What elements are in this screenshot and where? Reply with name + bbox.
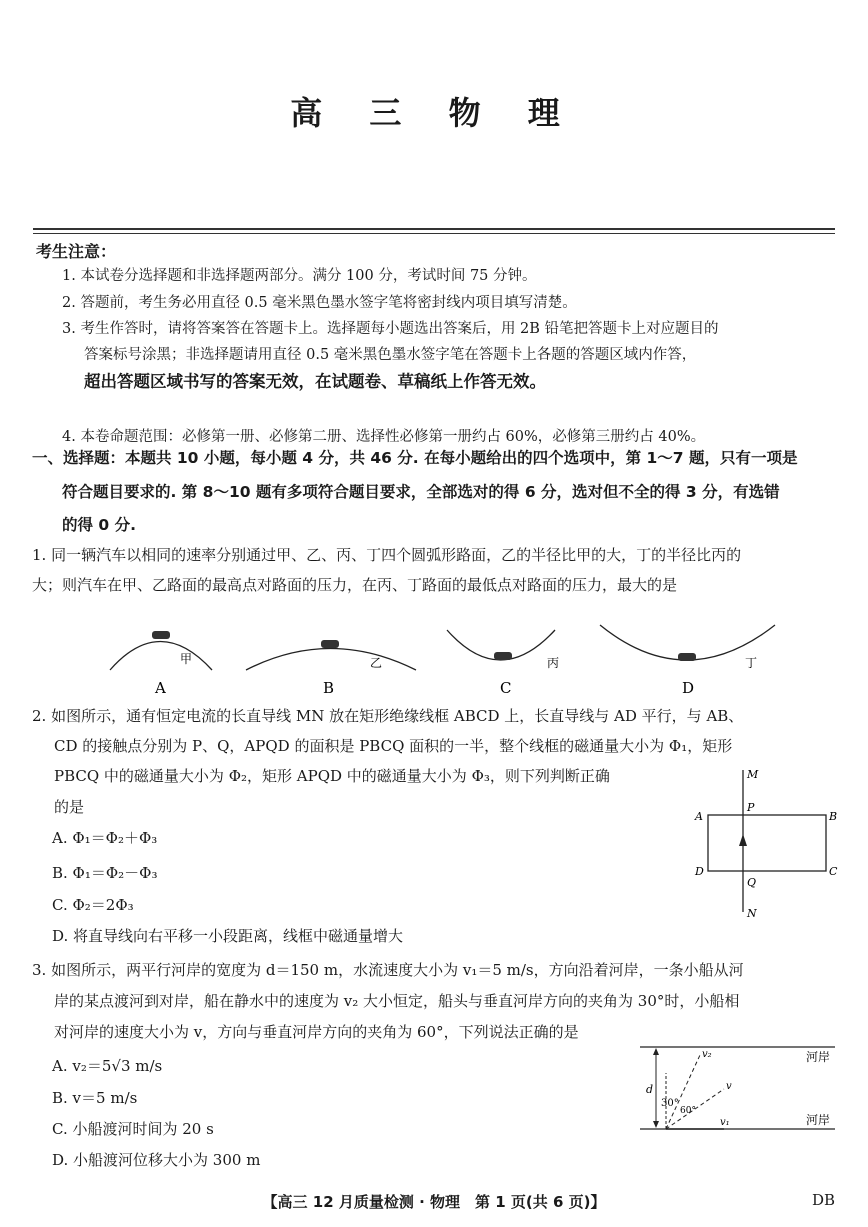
road-label: 丁 — [745, 656, 758, 670]
question-2-option: A. Φ₁＝Φ₂＋Φ₃ — [52, 829, 158, 847]
option-label: D — [682, 679, 695, 695]
label-v: v — [726, 1081, 732, 1092]
road-label: 甲 — [180, 652, 193, 666]
notice-heading: 考生注意： — [36, 242, 117, 261]
label-p: P — [747, 801, 755, 814]
label-angle-30: 30° — [661, 1098, 679, 1109]
question-1-text: 大；则汽车在甲、乙路面的最高点对路面的压力，在丙、丁路面的最低点对路面的压力，最大的是 — [32, 576, 678, 594]
question-3-option: D. 小船渡河位移大小为 300 m — [52, 1151, 261, 1169]
question-3-option: B. v＝5 m/s — [52, 1089, 138, 1107]
label-v2: v₂ — [702, 1049, 712, 1060]
arrow-down-icon — [653, 1121, 659, 1128]
page-footer: 【高三 12 月质量检测 · 物理 第 1 页(共 6 页)】 — [262, 1193, 606, 1211]
car-icon — [321, 640, 339, 648]
car-icon — [494, 652, 512, 660]
road-arc-a — [110, 642, 212, 671]
question-3-option: A. v₂＝5√3 m/s — [52, 1057, 163, 1075]
question-2-text: CD 的接触点分别为 P、Q，APQD 的面积是 PBCQ 面积的一半，整个线框的磁通量大小为 Φ₁，矩形 — [54, 737, 733, 755]
section-heading: 的得 0 分. — [62, 516, 136, 534]
question-2-option: D. 将直导线向右平移一小段距离，线框中磁通量增大 — [52, 927, 404, 945]
label-a: A — [695, 810, 703, 823]
paper-code: DB — [812, 1191, 836, 1209]
notice-item: 1. 本试卷分选择题和非选择题两部分。满分 100 分，考试时间 75 分钟。 — [62, 268, 537, 284]
vector-v2 — [666, 1055, 700, 1129]
notice-item: 4. 本卷命题范围：必修第一册、必修第二册、选择性必修第一册约占 60%，必修第三册约占 40%。 — [62, 429, 706, 445]
car-icon — [152, 631, 170, 639]
label-d: d — [646, 1083, 654, 1096]
option-label: C — [500, 679, 512, 695]
question-2-text: PBCQ 中的磁通量大小为 Φ₂，矩形 APQD 中的磁通量大小为 Φ₃，则下列判断正确 — [54, 767, 610, 785]
question-2-figure — [688, 762, 848, 920]
car-icon — [678, 653, 696, 661]
label-d: D — [695, 865, 704, 878]
question-2-text: 2. 如图所示，通有恒定电流的长直导线 MN 放在矩形绝缘线框 ABCD 上，长直导线与 AD 平行，与 AB、 — [32, 707, 744, 725]
header-rule-thin — [33, 233, 835, 234]
page-title: 高 三 物 理 — [290, 94, 578, 132]
notice-item: 答案标号涂黑；非选择题请用直径 0.5 毫米黑色墨水签字笔在答题卡上各题的答题区域内作答， — [84, 347, 697, 363]
arrow-up-icon — [653, 1048, 659, 1055]
notice-item: 3. 考生作答时，请将答案答在答题卡上。选择题每小题选出答案后，用 2B 铅笔把答题卡上对应题目的 — [62, 321, 719, 337]
label-b: B — [829, 810, 838, 823]
question-3-text: 3. 如图所示，两平行河岸的宽度为 d＝150 m，水流速度大小为 v₁＝5 m/s，方向沿着河岸，一条小船从河 — [32, 961, 744, 979]
road-label: 丙 — [547, 656, 560, 670]
label-m: M — [747, 768, 759, 781]
question-3-text: 岸的某点渡河到对岸，船在静水中的速度为 v₂ 大小恒定，船头与垂直河岸方向的夹角为 30°时，小船相 — [54, 992, 740, 1010]
question-2-text: 的是 — [54, 798, 85, 816]
option-label: A — [155, 679, 166, 695]
label-angle-60: 60° — [680, 1106, 696, 1116]
option-label: B — [323, 679, 335, 695]
header-rule-thick — [33, 228, 835, 230]
label-n: N — [747, 907, 757, 920]
road-arc-b — [246, 649, 416, 671]
question-2-option: B. Φ₁＝Φ₂－Φ₃ — [52, 864, 158, 882]
notice-item-emphasis: 超出答题区域书写的答案无效，在试题卷、草稿纸上作答无效。 — [84, 372, 546, 391]
question-3-text: 对河岸的速度大小为 v，方向与垂直河岸方向的夹角为 60°，下列说法正确的是 — [54, 1023, 579, 1041]
section-heading: 一、选择题：本题共 10 小题，每小题 4 分，共 46 分. 在每小题给出的四个选项中，第 1～7 题，只有一项是 — [32, 449, 798, 467]
question-3-figure — [640, 1043, 840, 1135]
label-bank-bottom: 河岸 — [806, 1113, 831, 1127]
label-v1: v₁ — [720, 1117, 730, 1128]
question-3-option: C. 小船渡河时间为 20 s — [52, 1120, 214, 1138]
label-c: C — [829, 865, 838, 878]
question-2-option: C. Φ₂＝2Φ₃ — [52, 896, 134, 914]
wire-frame-abcd — [708, 815, 826, 871]
current-arrow-icon — [739, 834, 747, 846]
notice-item: 2. 答题前，考生务必用直径 0.5 毫米黑色墨水签字笔将密封线内项目填写清楚。 — [62, 295, 577, 311]
section-heading: 符合题目要求的. 第 8～10 题有多项符合题目要求，全部选对的得 6 分，选对但不全的得 3 分，有选错 — [62, 483, 780, 501]
road-label: 乙 — [370, 656, 383, 670]
question-1-figure — [100, 615, 790, 695]
label-bank-top: 河岸 — [806, 1050, 831, 1064]
question-1-text: 1. 同一辆汽车以相同的速率分别通过甲、乙、丙、丁四个圆弧形路面，乙的半径比甲的大，丁的半径比丙的 — [32, 546, 742, 564]
label-q: Q — [747, 876, 757, 889]
